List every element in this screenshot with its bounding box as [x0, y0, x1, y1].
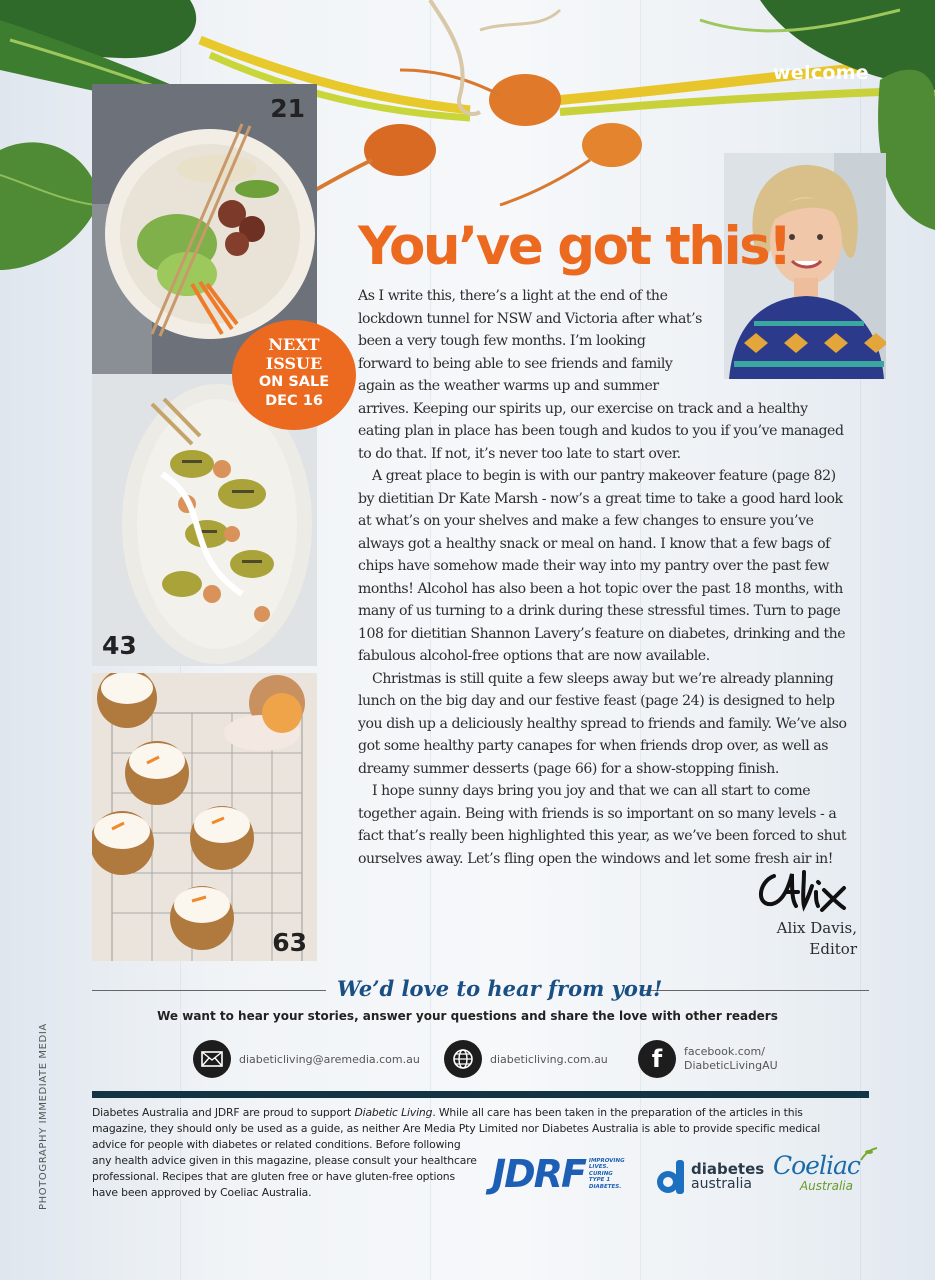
website-link[interactable]: diabeticliving.com.au [490, 1052, 608, 1066]
globe-icon [444, 1040, 482, 1078]
jdrf-logo [492, 1152, 625, 1196]
australia-wordmark: australia [691, 1176, 752, 1192]
disclaimer-text: Diabetes Australia and JDRF are proud to support [92, 1106, 355, 1119]
disclaimer-line: professional. Recipes that are gluten free or have gluten-free options [92, 1170, 455, 1183]
jdrf-wordmark: JDRF [492, 1152, 585, 1196]
diabetes-australia-icon [655, 1160, 685, 1194]
coeliac-wordmark: Coeliac [773, 1151, 860, 1180]
contact-heading: We’d love to hear from you! [337, 976, 663, 1001]
editor-name: Alix Davis, [776, 919, 857, 937]
facebook-link-line2[interactable]: DiabeticLivingAU [684, 1059, 778, 1072]
coeliac-australia-wordmark: Australia [799, 1179, 853, 1193]
jdrf-tag: TYPE 1 [588, 1177, 611, 1184]
badge-line-4: DEC 16 [265, 393, 323, 409]
disclaimer-text: . While all care has been taken in the preparation of the articles in this [432, 1106, 803, 1119]
photo-credit: PHOTOGRAPHY IMMEDIATE MEDIA [38, 1023, 49, 1210]
jdrf-tag: IMPROVING [588, 1157, 625, 1164]
contact-website[interactable] [444, 1040, 608, 1078]
divider [92, 990, 326, 991]
page-number-63: 63 [272, 928, 307, 957]
divider [640, 990, 869, 991]
letter-line: As I write this, there’s a light at the end of the [358, 288, 668, 304]
letter-paragraph-2: A great place to begin is with our pantry makeover feature (page 82) by dietitian Dr Kate Marsh - now’s a great time to take a good hard look at what’s on your shelves and make a few changes to ensure you’ve always got a healthy snack or meal on hand. I know that a few bags of chips have somehow made their way into my pantry over the past few months! Alcohol has also been a hot topic over the past 18 months, with many of us turning to a drink during these stressful times. Turn to page 108 for dietitian Shannon Lavery’s feature on diabetes, drinking and the fabulous alcohol-free options that are now available. [358, 468, 846, 664]
editor-title: Editor [809, 940, 857, 958]
disclaimer-line: magazine, they should only be used as a guide, as neither Are Media Pty Limited nor Diabetes Australia is able to provide specific medical [92, 1122, 821, 1135]
letter-paragraph-1: arrives. Keeping our spirits up, our exercise on track and a healthy eating plan in place has been tough and kudos to you if you’ve managed to do that. If not, it’s never too late to start over. [358, 400, 844, 462]
badge-line-2: ISSUE [265, 354, 323, 373]
badge-line-1: NEXT [268, 335, 320, 354]
disclaimer-line: have been approved by Coeliac Australia. [92, 1186, 312, 1199]
mail-icon [193, 1040, 231, 1078]
jdrf-tagline [589, 1158, 625, 1191]
letter-line: lockdown tunnel for NSW and Victoria after what’s [358, 310, 702, 327]
disclaimer-line: any health advice given in this magazine, please consult your healthcare [92, 1154, 477, 1167]
disclaimer-line: advice for people with diabetes or related conditions. Before following [92, 1138, 461, 1151]
facebook-icon: f [638, 1040, 676, 1078]
letter-line: forward to being able to see friends and family [358, 355, 673, 372]
recipe-photo-carrot-cupcakes [92, 673, 317, 961]
contact-email[interactable] [193, 1040, 420, 1078]
facebook-link-line1[interactable]: facebook.com/ [684, 1045, 765, 1058]
jdrf-tag: LIVES. [588, 1164, 609, 1171]
editor-signoff [777, 918, 857, 960]
letter-line: again as the weather warms up and summer [358, 378, 659, 394]
divider-band [92, 1091, 869, 1098]
section-label: welcome [772, 62, 869, 84]
contact-facebook[interactable] [638, 1040, 778, 1078]
diabetes-australia-logo [655, 1160, 764, 1194]
letter-paragraph-3: Christmas is still quite a few sleeps away but we’re already planning lunch on the big day and our festive feast (page 24) is designed to help you dish up a deliciously healthy spread to friends and family. We’ve also got some healthy party canapes for when friends drop over, as well as dreamy summer desserts (page 66) for a show-stopping finish. [358, 670, 847, 777]
page-number-21: 21 [270, 94, 305, 123]
handwritten-signature [752, 862, 862, 914]
badge-line-3: ON SALE [258, 374, 330, 390]
editors-letter [358, 285, 848, 870]
next-issue-badge [232, 320, 356, 430]
letter-paragraph-4: I hope sunny days bring you joy and that we can all start to come together again. Being with friends is so important on so many levels - a fact that’s really been highlighted this year, as we’ve been forced to shut ourselves away. Let’s fling open the windows and let some fresh air in! [358, 783, 847, 867]
jdrf-tag: CURING [588, 1170, 613, 1177]
wheat-icon [859, 1146, 879, 1162]
jdrf-tag: DIABETES. [588, 1183, 622, 1190]
magazine-name: Diabetic Living [354, 1106, 433, 1119]
page-title: You’ve got this! [358, 216, 790, 277]
letter-line: been a very tough few months. I’m looking [358, 333, 646, 349]
coeliac-australia-logo [773, 1152, 860, 1193]
email-link[interactable]: diabeticliving@aremedia.com.au [239, 1052, 420, 1066]
contact-subheading: We want to hear your stories, answer your questions and share the love with other readers [157, 1009, 778, 1023]
diabetes-wordmark: diabetes [691, 1160, 765, 1178]
page-number-43: 43 [102, 631, 137, 660]
